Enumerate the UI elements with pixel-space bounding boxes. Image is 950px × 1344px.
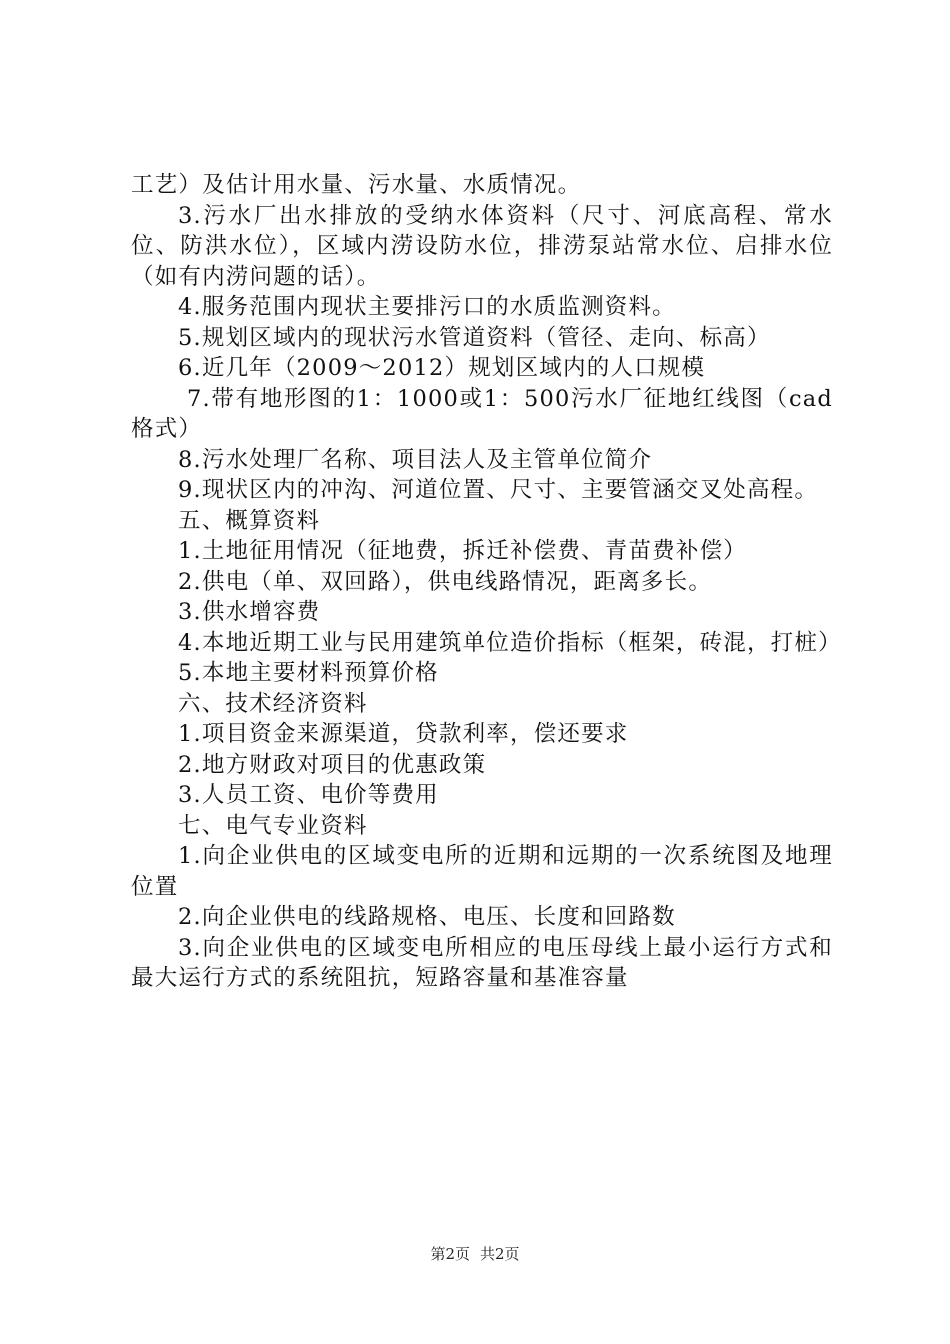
section-heading-budget: 五、概算资料 — [178, 507, 321, 534]
paragraph-budget-4-construction-cost: 4.本地近期工业与民用建筑单位造价指标（框架，砖混，打桩） — [178, 629, 842, 656]
page-number-total: 共2页 — [480, 1245, 520, 1263]
section-heading-electrical: 七、电气专业资料 — [178, 812, 368, 839]
paragraph-item-3-receiving-water: 3.污水厂出水排放的受纳水体资料（尺寸、河底高程、常水位、防洪水位），区域内涝设防水位，排涝泵站常水位、启排水位（如有内涝问题的话）。 — [131, 202, 833, 290]
paragraph-budget-3-water-fee: 3.供水增容费 — [178, 599, 321, 625]
paragraph-econ-1-funding: 1.项目资金来源渠道，贷款利率，偿还要求 — [178, 721, 629, 747]
paragraph-elec-1-substation: 1.向企业供电的区域变电所的近期和远期的一次系统图及地理位置 — [131, 843, 833, 900]
page-footer — [0, 1244, 950, 1264]
paragraph-budget-5-material-price: 5.本地主要材料预算价格 — [178, 660, 439, 686]
paragraph-budget-1-land: 1.土地征用情况（征地费，拆迁补偿费、青苗费补偿） — [178, 538, 747, 564]
paragraph-item-7-topographic-map: 7.带有地形图的1：1000或1：500污水厂征地红线图（cad格式） — [131, 385, 833, 442]
paragraph-econ-3-costs: 3.人员工资、电价等费用 — [178, 782, 439, 808]
section-heading-tech-econ: 六、技术经济资料 — [178, 690, 368, 717]
paragraph-econ-2-policy: 2.地方财政对项目的优惠政策 — [178, 751, 487, 778]
paragraph-elec-3-impedance: 3.向企业供电的区域变电所相应的电压母线上最小运行方式和最大运行方式的系统阻抗，短路容量和基准容量 — [131, 934, 833, 991]
paragraph-item-4-outfall-monitoring: 4.服务范围内现状主要排污口的水质监测资料。 — [178, 294, 676, 320]
paragraph-item-6-population: 6.近几年（2009～2012）规划区域内的人口规模 — [178, 355, 706, 381]
paragraph-elec-2-lines: 2.向企业供电的线路规格、电压、长度和回路数 — [178, 904, 676, 930]
document-body — [131, 170, 842, 994]
paragraph-item-5-sewer-pipes: 5.规划区域内的现状污水管道资料（管径、走向、标高） — [178, 324, 771, 351]
paragraph-budget-2-power: 2.供电（单、双回路），供电线路情况，距离多长。 — [178, 568, 713, 595]
paragraph-item-9-channels: 9.现状区内的冲沟、河道位置、尺寸、主要管涵交叉处高程。 — [178, 477, 819, 503]
paragraph-process-water-quality: 工艺）及估计用水量、污水量、水质情况。 — [131, 172, 582, 198]
page-number-current: 第2页 — [430, 1245, 470, 1263]
paragraph-item-8-plant-name: 8.污水处理厂名称、项目法人及主管单位简介 — [178, 446, 653, 473]
